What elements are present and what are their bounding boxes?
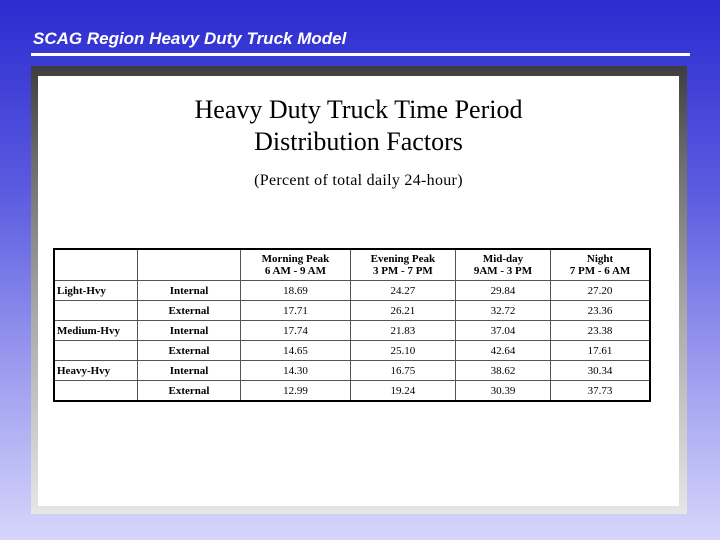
row-group-label xyxy=(54,341,138,361)
column-header-evening-peak xyxy=(350,249,455,281)
column-header-mid-day xyxy=(455,249,550,281)
column-header-line1: Evening Peak xyxy=(370,253,436,265)
row-sub-label: External xyxy=(138,301,241,321)
table-cell: 23.38 xyxy=(551,321,650,341)
slide-subtitle: (Percent of total daily 24-hour) xyxy=(254,172,463,189)
row-group-label: Light-Hvy xyxy=(54,281,138,301)
distribution-factors-table xyxy=(53,248,651,402)
column-header-line1: Morning Peak xyxy=(261,253,330,265)
table-row xyxy=(54,381,650,402)
row-sub-label: Internal xyxy=(138,321,241,341)
table-cell: 32.72 xyxy=(455,301,550,321)
slide-title-line-2: Distribution Factors xyxy=(254,127,463,156)
table-cell: 37.04 xyxy=(455,321,550,341)
column-header-line1: Mid-day xyxy=(482,253,524,265)
column-header-night xyxy=(551,249,650,281)
row-group-label: Heavy-Hvy xyxy=(54,361,138,381)
table-cell: 30.34 xyxy=(551,361,650,381)
table-cell: 18.69 xyxy=(241,281,351,301)
table-cell: 23.36 xyxy=(551,301,650,321)
row-sub-label: Internal xyxy=(138,281,241,301)
table-cell: 17.74 xyxy=(241,321,351,341)
header-blank-group xyxy=(54,249,138,281)
column-header-line2: 9AM - 3 PM xyxy=(473,265,533,277)
table-cell: 30.39 xyxy=(455,381,550,402)
slide-header-title: SCAG Region Heavy Duty Truck Model xyxy=(33,29,347,48)
header-blank-sub xyxy=(138,249,241,281)
header-divider xyxy=(31,53,690,56)
table-row xyxy=(54,301,650,321)
table-cell: 25.10 xyxy=(350,341,455,361)
table-cell: 14.30 xyxy=(241,361,351,381)
slide-title xyxy=(38,94,679,158)
table-cell: 21.83 xyxy=(350,321,455,341)
row-sub-label: Internal xyxy=(138,361,241,381)
table-cell: 29.84 xyxy=(455,281,550,301)
content-panel xyxy=(38,76,679,506)
column-header-line1: Night xyxy=(586,253,614,265)
table-cell: 14.65 xyxy=(241,341,351,361)
table-cell: 17.61 xyxy=(551,341,650,361)
row-group-label xyxy=(54,381,138,402)
table-cell: 26.21 xyxy=(350,301,455,321)
table-cell: 24.27 xyxy=(350,281,455,301)
table-cell: 16.75 xyxy=(350,361,455,381)
column-header-line2: 6 AM - 9 AM xyxy=(264,265,326,277)
table-row xyxy=(54,341,650,361)
table-row xyxy=(54,361,650,381)
table-cell: 38.62 xyxy=(455,361,550,381)
table-cell: 19.24 xyxy=(350,381,455,402)
table-cell: 27.20 xyxy=(551,281,650,301)
slide-title-line-1: Heavy Duty Truck Time Period xyxy=(194,95,523,124)
table-cell: 17.71 xyxy=(241,301,351,321)
table-cell: 37.73 xyxy=(551,381,650,402)
table-header-row xyxy=(54,249,650,281)
row-group-label xyxy=(54,301,138,321)
table-cell: 12.99 xyxy=(241,381,351,402)
column-header-line2: 7 PM - 6 AM xyxy=(569,265,631,277)
table-cell: 42.64 xyxy=(455,341,550,361)
column-header-morning-peak xyxy=(241,249,351,281)
table-row xyxy=(54,281,650,301)
column-header-line2: 3 PM - 7 PM xyxy=(372,265,433,277)
table-row xyxy=(54,321,650,341)
row-group-label: Medium-Hvy xyxy=(54,321,138,341)
row-sub-label: External xyxy=(138,381,241,402)
row-sub-label: External xyxy=(138,341,241,361)
